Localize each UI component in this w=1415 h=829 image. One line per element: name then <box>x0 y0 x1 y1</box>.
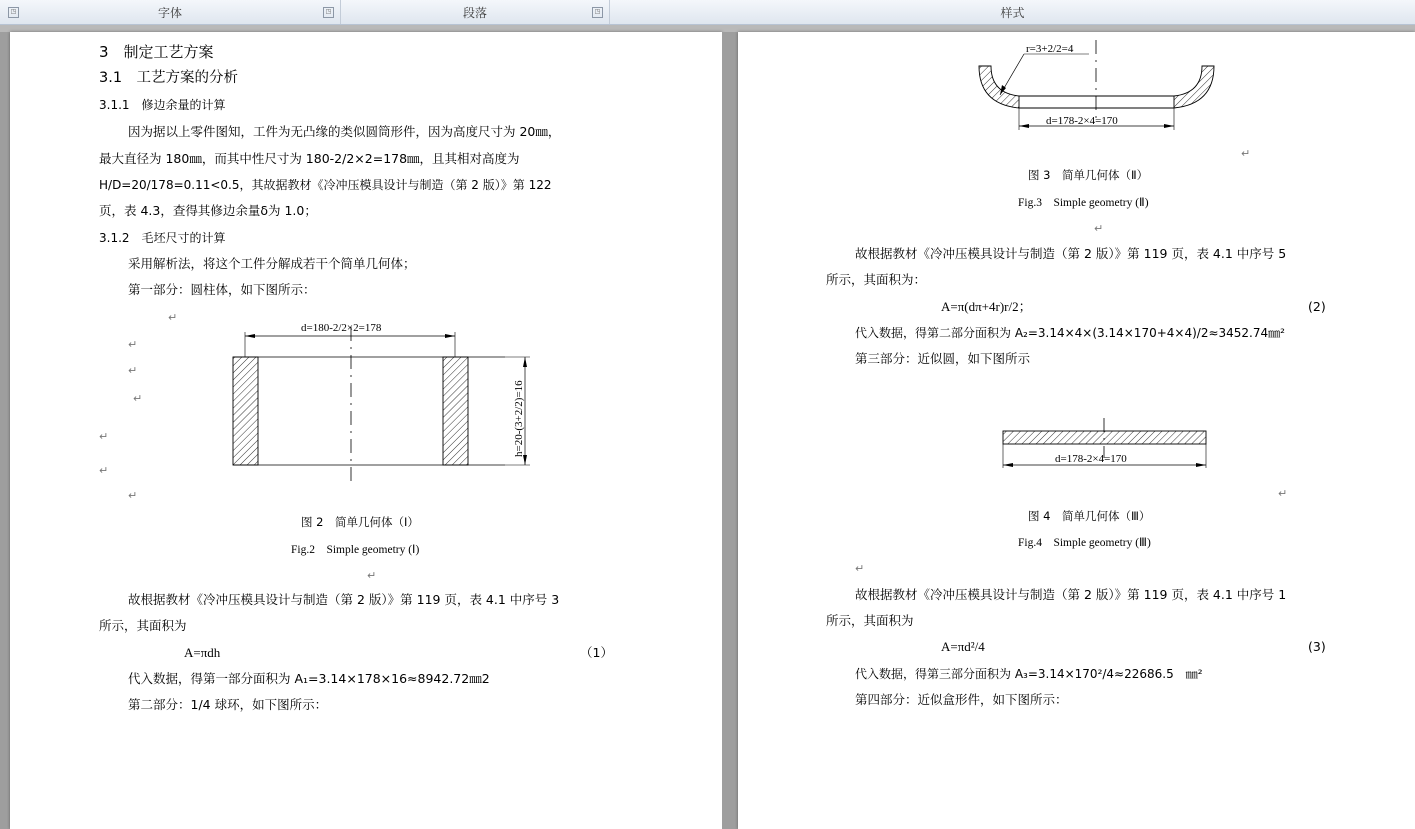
paragraph-line: 故根据教材《冷冲压模具设计与制造（第 2 版）》第 119 页，表 4.1 中序号 3 <box>128 592 560 607</box>
dimension-radius-label: r=3+2/2=4 <box>1026 43 1074 55</box>
paragraph-mark: ↵ <box>1094 222 1104 235</box>
paragraph-line: 采用解析法，将这个工件分解成若干个简单几何体； <box>128 256 416 271</box>
paragraph-mark: ↵ <box>1278 487 1288 500</box>
ribbon-group-font <box>0 0 341 24</box>
figure-2-cylinder-drawing <box>225 317 545 492</box>
paragraph-mark: ↵ <box>128 338 138 351</box>
paragraph-line: 页，表 4.3，查得其修边余量δ为 1.0； <box>99 203 317 218</box>
dimension-diameter-label: d=180-2/2×2=178 <box>301 322 382 334</box>
heading-3-1: 3.1 工艺方案的分析 <box>99 70 239 86</box>
paragraph-dialog-launcher-icon[interactable]: ◳ <box>592 7 603 18</box>
dimension-diameter-label: d=178-2×4=170 <box>1055 453 1127 465</box>
paragraph-line: 因为据以上零件图知，工件为无凸缘的类似圆筒形件，因为高度尺寸为 20㎜， <box>128 124 561 139</box>
paragraph-line: 第一部分：圆柱体，如下图所示： <box>128 282 316 297</box>
figure-4-disc-drawing <box>998 418 1228 478</box>
paragraph-mark: ↵ <box>168 311 178 324</box>
paragraph-line: 所示，其面积为： <box>826 272 927 287</box>
font-dialog-launcher-icon[interactable]: ◳ <box>323 7 334 18</box>
paragraph-line: H/D=20/178=0.11<0.5，其故据教材《冷冲压模具设计与制造（第 2 版）》第 122 <box>99 178 552 192</box>
document-page-right[interactable] <box>738 32 1415 829</box>
ribbon-group-paragraph <box>341 0 610 24</box>
figure-2-caption-cn: 图 2 简单几何体（Ⅰ） <box>301 515 419 529</box>
paragraph-line: 最大直径为 180㎜，而其中性尺寸为 180-2/2×2=178㎜，且其相对高度为 <box>99 151 520 166</box>
ribbon-group-bar <box>0 0 1415 25</box>
figure-4-caption-cn: 图 4 简单几何体（Ⅲ） <box>1028 509 1151 523</box>
equation-3: A=πd²/4 <box>941 639 985 654</box>
paragraph-line: 代入数据，得第二部分面积为 A₂=3.14×4×(3.14×170+4×4)/2≈3452.74㎜² <box>855 326 1285 340</box>
figure-4-caption-en: Fig.4 Simple geometry (Ⅲ) <box>1018 537 1151 549</box>
paragraph-mark: ↵ <box>99 430 109 443</box>
ribbon-group-label-font: 字体 <box>157 6 182 20</box>
figure-3-caption-cn: 图 3 简单几何体（Ⅱ） <box>1028 168 1149 182</box>
paragraph-mark: ↵ <box>855 562 865 575</box>
dimension-height-label: h=20-(3+2/2)=16 <box>513 380 525 457</box>
paragraph-line: 所示，其面积为 <box>826 613 914 628</box>
ruler-strip <box>0 25 1415 32</box>
figure-2-caption-en: Fig.2 Simple geometry (Ⅰ) <box>291 544 420 556</box>
ribbon-group-label-styles: 样式 <box>1000 6 1025 20</box>
document-page-left[interactable] <box>10 32 722 829</box>
paragraph-mark: ↵ <box>128 364 138 377</box>
equation-1-number: （1） <box>580 645 613 660</box>
paragraph-mark: ↵ <box>367 569 377 582</box>
ribbon-group-styles <box>610 0 1415 24</box>
paragraph-line: 代入数据，得第一部分面积为 A₁=3.14×178×16≈8942.72㎜2 <box>128 671 490 686</box>
dimension-diameter-label: d=178-2×4=170 <box>1046 115 1118 127</box>
figure-3-spherical-ring-drawing <box>974 38 1254 138</box>
paragraph-mark: ↵ <box>1241 147 1251 160</box>
equation-2: A=π(dπ+4r)r/2； <box>941 299 1032 314</box>
heading-3-1-2: 3.1.2 毛坯尺寸的计算 <box>99 231 226 245</box>
heading-3-1-1: 3.1.1 修边余量的计算 <box>99 98 226 112</box>
paragraph-mark: ↵ <box>133 392 143 405</box>
equation-2-number: (2) <box>1308 299 1326 314</box>
paragraph-mark: ↵ <box>128 489 138 502</box>
paragraph-line: 代入数据，得第三部分面积为 A₃=3.14×170²/4≈22686.5 ㎜² <box>855 667 1203 681</box>
page-gutter <box>722 32 738 829</box>
equation-3-number: (3) <box>1308 639 1326 654</box>
paragraph-line: 所示，其面积为 <box>99 618 187 633</box>
equation-1: A=πdh <box>184 645 221 660</box>
ribbon-group-label-paragraph: 段落 <box>462 6 487 20</box>
figure-3-caption-en: Fig.3 Simple geometry (Ⅱ) <box>1018 197 1149 209</box>
paragraph-line: 第三部分：近似圆，如下图所示 <box>855 351 1031 366</box>
paragraph-line: 故根据教材《冷冲压模具设计与制造（第 2 版）》第 119 页，表 4.1 中序号 1 <box>855 587 1287 602</box>
heading-3: 3 制定工艺方案 <box>99 43 214 61</box>
paragraph-line: 第二部分：1/4 球环，如下图所示： <box>128 697 328 712</box>
paragraph-line: 故根据教材《冷冲压模具设计与制造（第 2 版）》第 119 页，表 4.1 中序号 5 <box>855 246 1287 261</box>
paragraph-mark: ↵ <box>99 464 109 477</box>
paragraph-line: 第四部分：近似盒形件，如下图所示： <box>855 692 1068 707</box>
dialog-launcher-icon[interactable]: ◳ <box>8 7 19 18</box>
